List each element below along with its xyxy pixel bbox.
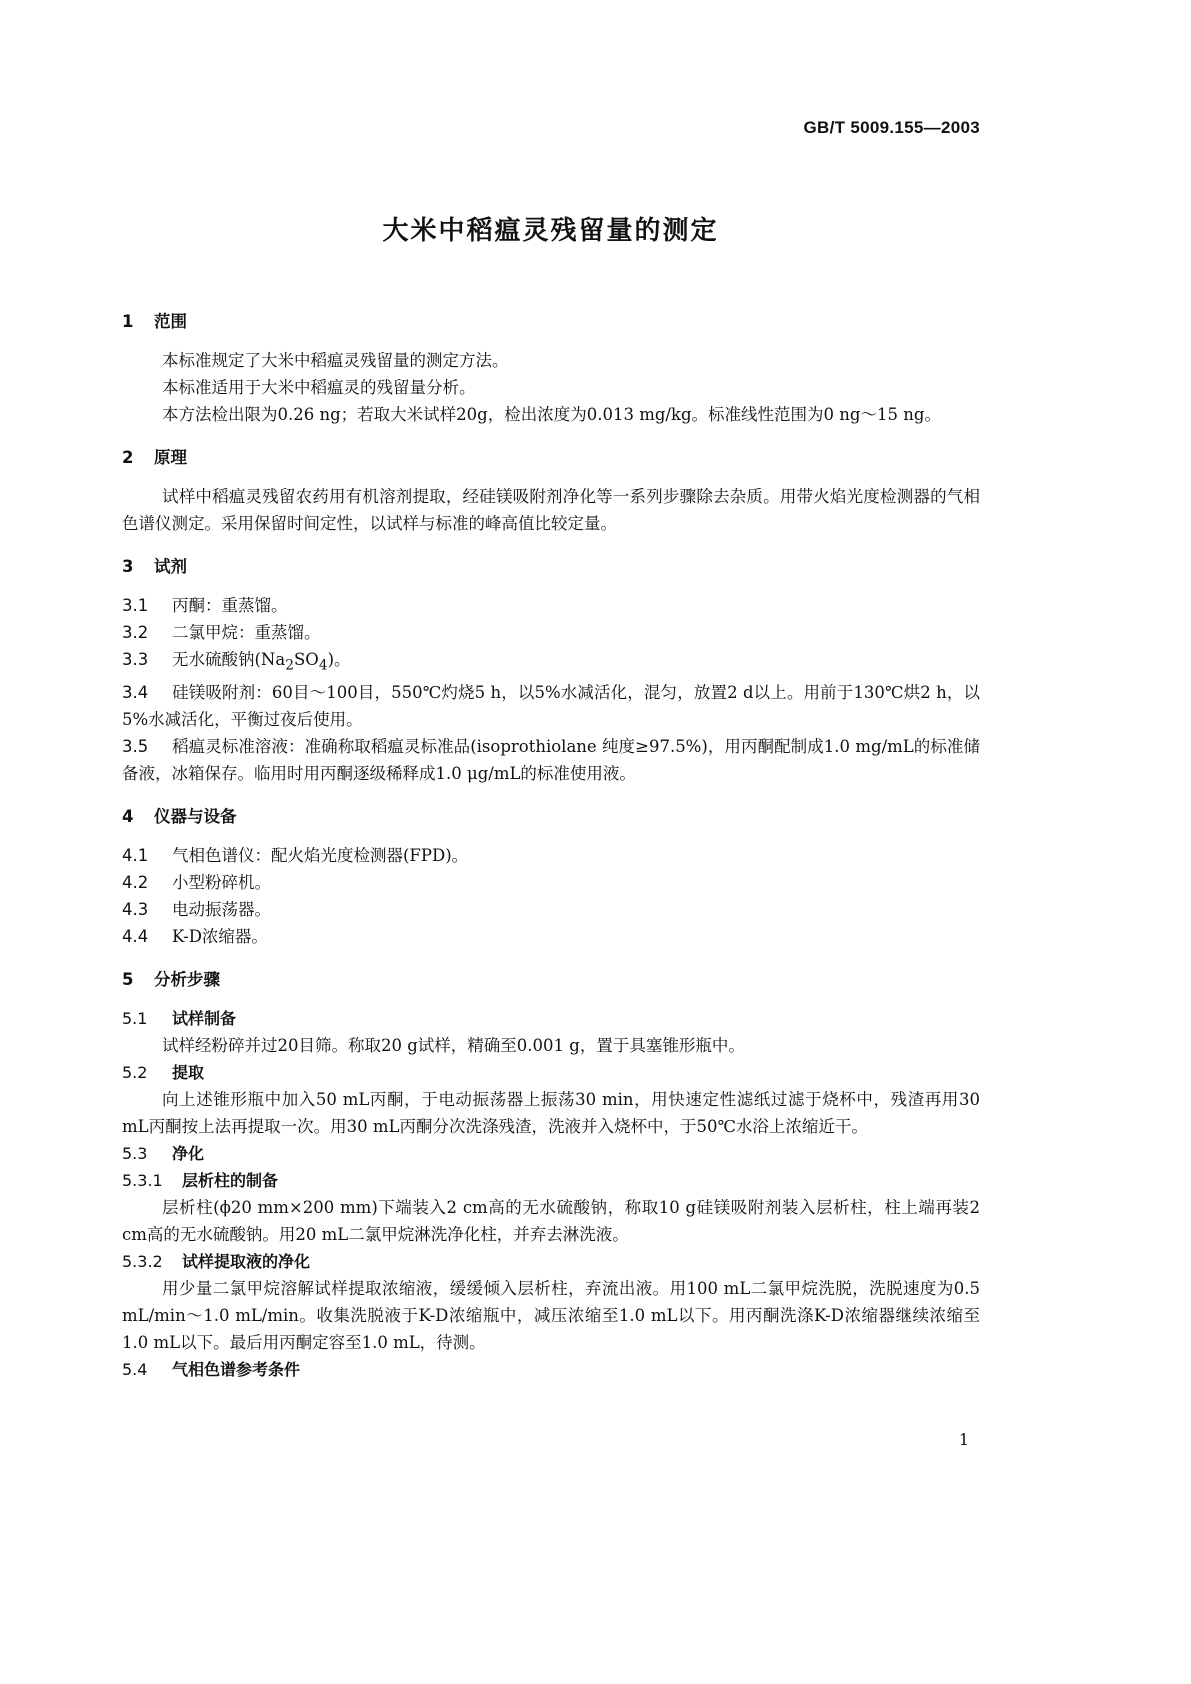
section-number: 5 (122, 970, 134, 990)
paragraph: 用少量二氯甲烷溶解试样提取浓缩液，缓缓倾入层析柱，弃流出液。用100 mL二氯甲烷洗脱，洗脱速度为0.5 mL/min～1.0 mL/min。收集洗脱液于K-D浓缩瓶中，减压浓缩至1.0 mL以下。用丙酮洗涤K-D浓缩器继续浓缩至1.0 mL以下。最后用丙酮定容至1.0 mL，待测。 (122, 1279, 980, 1353)
subsection-heading (122, 1005, 980, 1032)
paragraph: 本标准规定了大米中稻瘟灵残留量的测定方法。 (162, 351, 509, 370)
subscript: 2 (285, 657, 294, 674)
item-text: 气相色谱仪：配火焰光度检测器(FPD)。 (172, 846, 469, 866)
section-title: 分析步骤 (154, 970, 220, 990)
paragraph: 本方法检出限为0.26 ng；若取大米试样20g，检出浓度为0.013 mg/kg。标准线性范围为0 ng～15 ng。 (162, 405, 941, 424)
document-title: 大米中稻瘟灵残留量的测定 (382, 216, 719, 246)
subsubsection-heading (122, 1248, 980, 1275)
section-heading-apparatus (122, 803, 980, 830)
section-heading-principle (122, 444, 980, 471)
item-number: 4.4 (122, 927, 149, 947)
subsection-heading (122, 1059, 980, 1086)
item-text: )。 (327, 650, 351, 669)
section-heading-scope (122, 308, 980, 335)
paragraph: 本标准适用于大米中稻瘟灵的残留量分析。 (162, 378, 476, 397)
item-number: 3.3 (122, 650, 149, 669)
subsection-heading (122, 1140, 980, 1167)
item-text: SO (293, 650, 319, 669)
section-number: 3 (122, 557, 134, 576)
subsection-number: 5.3.1 (122, 1171, 163, 1191)
section-number: 1 (122, 312, 134, 331)
item-text: 小型粉碎机。 (172, 873, 271, 893)
list-item (122, 646, 980, 679)
paragraph: 层析柱(ϕ20 mm×200 mm)下端装入2 cm高的无水硫酸钠，称取10 g硅镁吸附剂装入层析柱，柱上端再装2 cm高的无水硫酸钠。用20 mL二氯甲烷淋洗净化柱，并弃去淋洗液。 (122, 1198, 980, 1245)
subsection-title: 试样提取液的净化 (182, 1252, 311, 1272)
item-text: 硅镁吸附剂：60目～100目，550℃灼烧5 h，以5%水减活化，混匀，放置2 d以上。用前于130℃烘2 h，以5%水减活化，平衡过夜后使用。 (122, 683, 980, 730)
item-number: 4.3 (122, 900, 149, 920)
subsection-number: 5.4 (122, 1360, 148, 1380)
section-title: 仪器与设备 (154, 807, 237, 827)
subsection-title: 气相色谱参考条件 (172, 1360, 301, 1380)
list-item (122, 869, 980, 896)
item-number: 3.2 (122, 623, 149, 642)
item-text: 电动振荡器。 (172, 900, 271, 920)
subsection-number: 5.3.2 (122, 1252, 163, 1272)
section-title: 原理 (154, 448, 187, 467)
subsection-heading (122, 1356, 980, 1383)
list-item (122, 896, 980, 923)
item-text: K-D浓缩器。 (172, 927, 268, 947)
list-item (122, 923, 980, 950)
section-number: 2 (122, 448, 134, 467)
item-text: 二氯甲烷：重蒸馏。 (172, 623, 321, 642)
paragraph: 向上述锥形瓶中加入50 mL丙酮，于电动振荡器上振荡30 min，用快速定性滤纸过滤于烧杯中，残渣再用30 mL丙酮按上法再提取一次。用30 mL丙酮分次洗涤残渣，洗液并入烧杯中，于50℃水浴上浓缩近干。 (122, 1090, 980, 1137)
section-heading-reagents (122, 553, 980, 580)
item-number: 3.1 (122, 596, 149, 615)
section-number: 4 (122, 807, 134, 827)
item-number: 4.2 (122, 873, 149, 893)
subsection-number: 5.2 (122, 1063, 148, 1083)
subsection-title: 净化 (172, 1144, 205, 1164)
subsection-title: 层析柱的制备 (182, 1171, 279, 1191)
list-item (122, 592, 980, 619)
item-text: 稻瘟灵标准溶液：准确称取稻瘟灵标准品(isoprothiolane 纯度≥97.5%)，用丙酮配制成1.0 mg/mL的标准储备液，冰箱保存。临用时用丙酮逐级稀释成1.0 μg/mL的标准使用液。 (122, 737, 980, 784)
item-number: 3.5 (122, 737, 149, 757)
list-item (122, 679, 980, 733)
section-title: 试剂 (154, 557, 187, 576)
subscript: 4 (318, 657, 328, 674)
subsection-title: 提取 (172, 1063, 205, 1083)
subsubsection-heading (122, 1167, 980, 1194)
item-text: 无水硫酸钠(Na (172, 650, 286, 669)
list-item (122, 733, 980, 787)
list-item (122, 619, 980, 646)
item-text: 丙酮：重蒸馏。 (172, 596, 288, 615)
section-title: 范围 (154, 312, 187, 331)
document-body (122, 300, 980, 1383)
subsection-number: 5.1 (122, 1009, 148, 1029)
section-heading-procedure (122, 966, 980, 993)
subsection-number: 5.3 (122, 1144, 148, 1164)
paragraph: 试样中稻瘟灵残留农药用有机溶剂提取，经硅镁吸附剂净化等一系列步骤除去杂质。用带火焰光度检测器的气相色谱仪测定。采用保留时间定性，以试样与标准的峰高值比较定量。 (122, 487, 980, 533)
item-number: 3.4 (122, 683, 149, 703)
page-number: 1 (958, 1430, 969, 1449)
standard-number: GB/T 5009.155—2003 (803, 118, 980, 137)
item-number: 4.1 (122, 846, 149, 866)
list-item (122, 842, 980, 869)
paragraph: 试样经粉碎并过20目筛。称取20 g试样，精确至0.001 g，置于具塞锥形瓶中。 (162, 1036, 745, 1056)
subsection-title: 试样制备 (172, 1009, 237, 1029)
